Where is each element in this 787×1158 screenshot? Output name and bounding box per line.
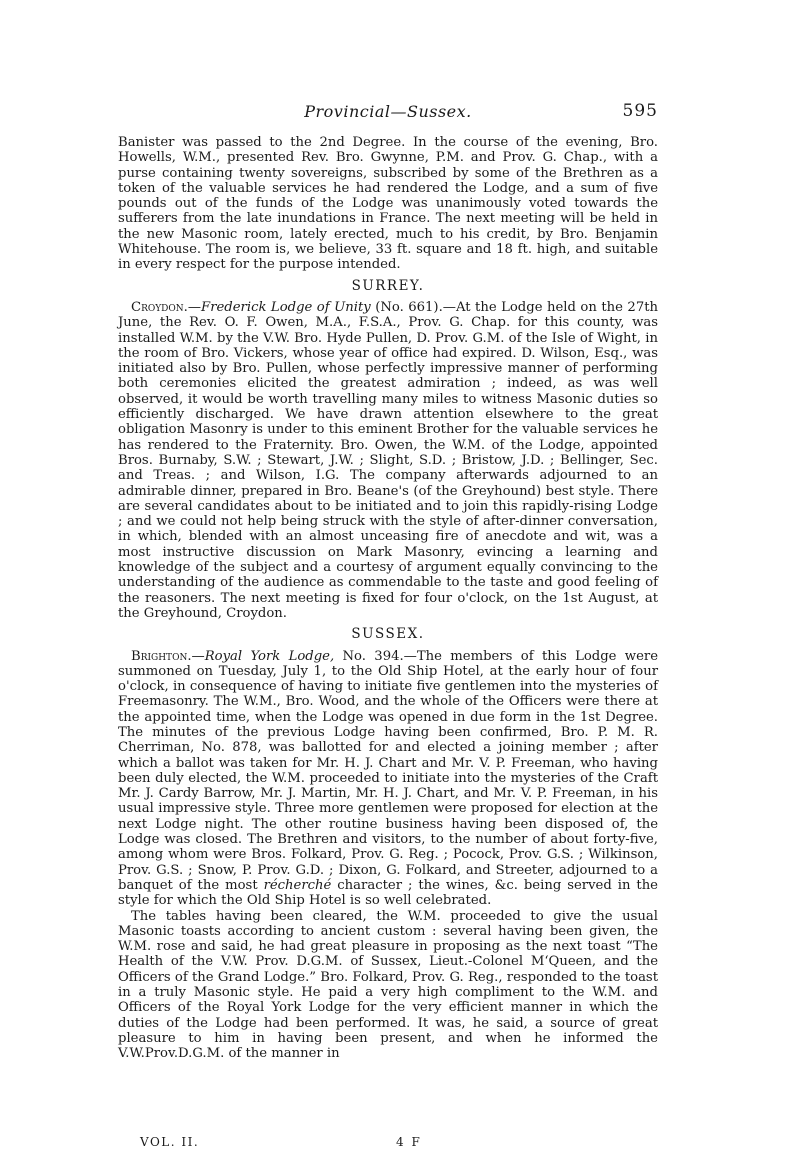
paragraph-text: character ; the wines, &c. being served in the style for which the Old Ship Hotel is so well celebrated.	[118, 877, 658, 909]
surrey-paragraph	[118, 300, 658, 621]
running-title: Provincial—Sussex.	[304, 102, 472, 121]
italic-word: récherché	[263, 877, 332, 893]
place-name: Croydon.	[131, 299, 188, 315]
lodge-name: —Frederick Lodge of Unity	[187, 299, 371, 315]
place-name: Brighton.	[131, 648, 192, 664]
lodge-name: —Royal York Lodge,	[191, 648, 335, 664]
paragraph-text: No. 394.—The members of this Lodge were summoned on Tuesday, July 1, to the Old Ship Hotel, at the early hour of four o'clock, in consequence of having to initiate five gentlemen into the mysteries of Freemasonry. The W.M., Bro. Wood, and the whole of the Officers were there at the appointed time, when the Lodge was opened in due form in the 1st Degree. The minutes of the previous Lodge having been confirmed, Bro. P. M. R. Cherriman, No. 878, was ballotted for and elected a joining member ; after which a ballot was taken for Mr. H. J. Chart and Mr. V. P. Freeman, who having been duly elected, the W.M. proceeded to initiate into the mysteries of the Craft Mr. J. Cardy Barrow, Mr. J. Martin, Mr. H. J. Chart, and Mr. V. P. Freeman, in his usual impressive style. Three more gentlemen were proposed for election at the next Lodge night. The other routine business having been disposed of, the Lodge was closed. The Brethren and visitors, to the number of about forty-five, among whom were Bros. Folkard, Prov. G. Reg. ; Pocock, Prov. G.S. ; Wilkinson, Prov. G.S. ; Snow, P. Prov. G.D. ; Dixon, G. Folkard, and Streeter, adjourned to a banquet of the most	[118, 648, 658, 893]
page-number: 595	[622, 101, 658, 121]
continued-paragraph: Banister was passed to the 2nd Degree. In the course of the evening, Bro. Howells, W.M., presented Rev. Bro. Gwynne, P.M. and Prov. G. Chap., with a purse containing twenty sovereigns, subscribed by some of the Brethren as a token of the valuable services he had rendered the Lodge, and a sum of five pounds out of the funds of the Lodge was unanimously voted towards the sufferers from the late inundations in France. The next meeting will be held in the new Masonic room, lately erected, much to his credit, by Bro. Benjamin Whitehouse. The room is, we believe, 33 ft. square and 18 ft. high, and suitable in every respect for the purpose intended.	[118, 135, 658, 273]
sussex-paragraph	[118, 649, 658, 909]
section-heading-sussex: SUSSEX.	[351, 626, 425, 643]
section-heading-surrey: SURREY.	[351, 277, 425, 294]
paragraph-text: (No. 661).—At the Lodge held on the 27th June, the Rev. O. F. Owen, M.A., F.S.A., Prov. G. Chap. for this county, was installed W.M. by the V.W. Bro. Hyde Pullen, D. Prov. G.M. of the Isle of Wight, in the room of Bro. Vickers, whose year of office had expired. D. Wilson, Esq., was initiated also by Bro. Pullen, whose perfectly impressive manner of performing both ceremonies elicited the greatest admiration ; indeed, as was well observed, it would be worth travelling many miles to witness Masonic duties so efficiently discharged. We have drawn attention elsewhere to the great obligation Masonry is under to this eminent Brother for the valuable services he has rendered to the Fraternity. Bro. Owen, the W.M. of the Lodge, appointed Bros. Burnaby, S.W. ; Stewart, J.W. ; Slight, S.D. ; Bristow, J.D. ; Bellinger, Sec. and Treas. ; and Wilson, I.G. The company afterwards adjourned to an admirable dinner, prepared in Bro. Beane's (of the Greyhound) best style. There are several candidates about to be initiated and to join this rapidly-rising Lodge ; and we could not help being struck with the style of after-dinner conversation, in which, blended with an almost unceasing fire of anecdote and wit, was a most instructive discussion on Mark Masonry, evincing a learning and knowledge of the subject and a courtesy of argument equally convincing to the understanding of the audience as commendable to the taste and good feeling of the reasoners. The next meeting is fixed for four o'clock, on the 1st August, at the Greyhound, Croydon.	[118, 299, 659, 621]
signature-mark: 4 F	[396, 1135, 422, 1149]
page-body	[118, 135, 658, 1062]
sussex-paragraph-2: The tables having been cleared, the W.M. proceeded to give the usual Masonic toasts according to ancient custom : several having been given, the W.M. rose and said, he had great pleasure in proposing as the next toast “The Health of the V.W. Prov. D.G.M. of Sussex, Lieut.-Colonel M‘Queen, and the Officers of the Grand Lodge.” Bro. Folkard, Prov. G. Reg., responded to the toast in a truly Masonic style. He paid a very high compliment to the W.M. and Officers of the Royal York Lodge for the very efficient manner in which the duties of the Lodge had been performed. It was, he said, a source of great pleasure to him in having been present, and when he informed the V.W.Prov.D.G.M. of the manner in	[118, 908, 658, 1062]
page-footer	[140, 1135, 620, 1153]
running-header	[118, 101, 658, 126]
volume-label: VOL. II.	[140, 1135, 200, 1149]
